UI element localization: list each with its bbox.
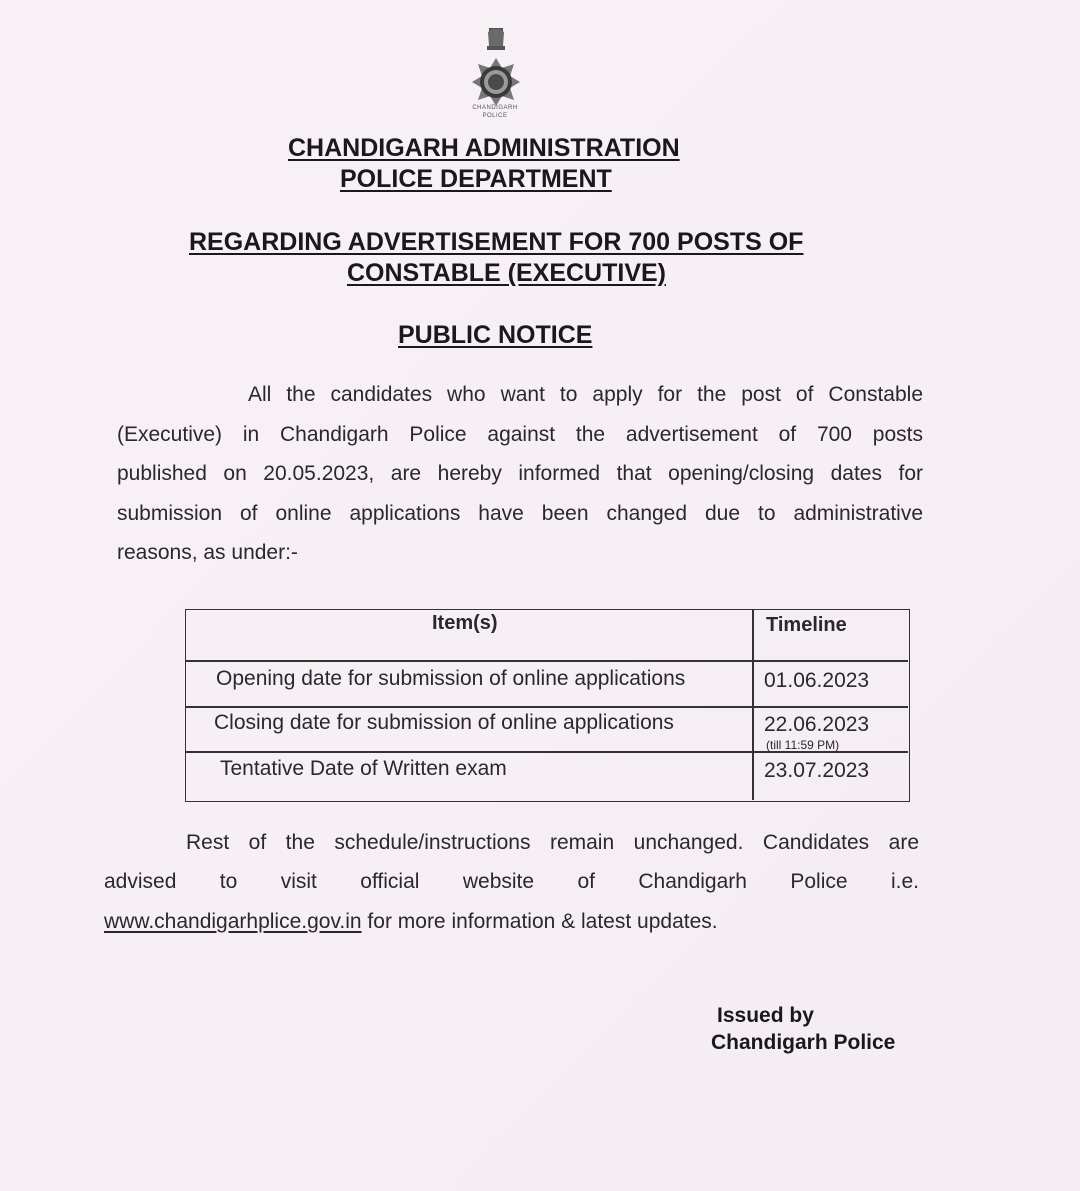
table-cell-item: Tentative Date of Written exam [220, 757, 507, 780]
header-line1: CHANDIGARH ADMINISTRATION [288, 134, 680, 162]
table-divider [186, 706, 908, 708]
table-cell-timeline: 01.06.2023 [764, 669, 870, 692]
emblem-caption-line1: CHANDIGARH [472, 105, 518, 111]
closing-line1: Rest of the schedule/instructions remain unchanged. Candidates are [186, 831, 919, 854]
header-line2: POLICE DEPARTMENT [340, 165, 612, 193]
subject-line2: CONSTABLE (EXECUTIVE) [347, 259, 666, 287]
emblem-caption-line2: POLICE [482, 113, 508, 119]
emblem-caption [448, 104, 542, 120]
body-line: All the candidates who want to apply for the post of Constable [248, 383, 923, 406]
table-cell-item: Closing date for submission of online applications [214, 711, 674, 734]
table-header-items: Item(s) [432, 612, 498, 634]
issued-by: Issued by [717, 1004, 814, 1027]
closing-line3-rest: for more information & latest updates. [361, 910, 718, 933]
table-divider [752, 610, 754, 800]
closing-line2: advised to visit official website of Chandigarh Police i.e. [104, 870, 919, 893]
body-line: reasons, as under:- [117, 541, 298, 564]
schedule-table [185, 609, 910, 802]
website-link[interactable]: www.chandigarhplice.gov.in [104, 910, 362, 933]
body-line: published on 20.05.2023, are hereby informed that opening/closing dates for [117, 462, 923, 485]
body-line: (Executive) in Chandigarh Police against the advertisement of 700 posts [117, 423, 923, 446]
issuer-name: Chandigarh Police [711, 1031, 896, 1054]
table-divider [186, 660, 908, 662]
table-cell-timeline: 22.06.2023 [764, 713, 870, 736]
closing-line3 [104, 910, 718, 934]
body-line: submission of online applications have been changed due to administrative [117, 502, 923, 525]
table-header-timeline: Timeline [766, 614, 847, 636]
subject-line1: REGARDING ADVERTISEMENT FOR 700 POSTS OF [189, 228, 804, 256]
table-cell-timeline: 23.07.2023 [764, 759, 870, 782]
table-cell-note: (till 11:59 PM) [766, 738, 840, 752]
table-cell-item: Opening date for submission of online applications [216, 667, 686, 690]
notice-title: PUBLIC NOTICE [398, 321, 593, 349]
